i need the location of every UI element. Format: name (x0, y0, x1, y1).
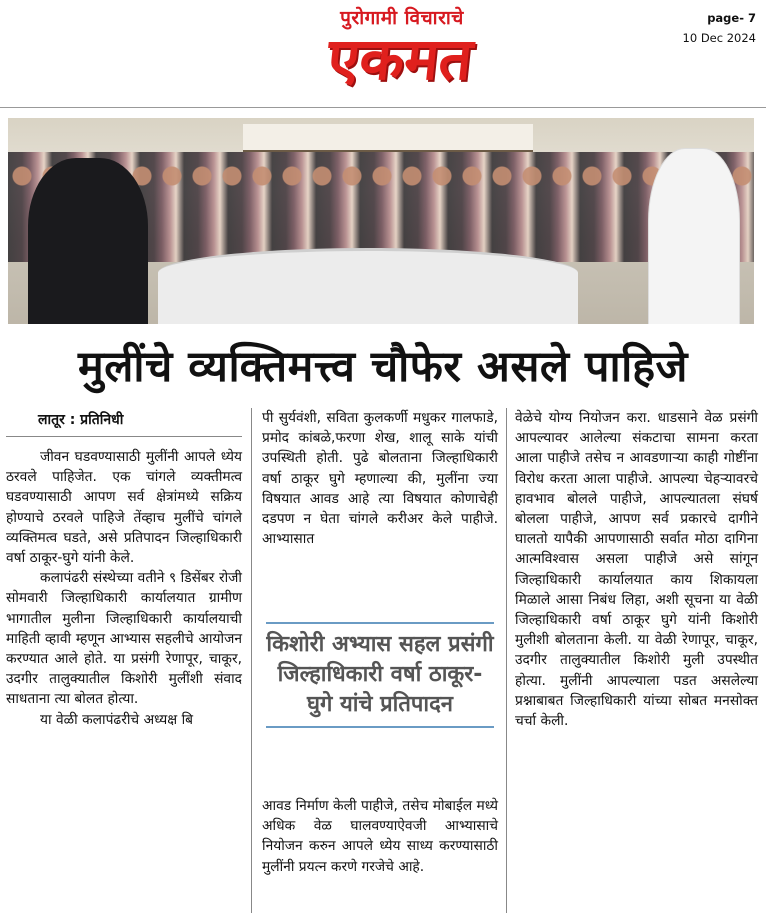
page-info (683, 8, 756, 48)
photo-wall-banner (243, 124, 533, 152)
newspaper-logo: एकमत (324, 25, 476, 93)
column-divider (251, 408, 252, 913)
article-column-2 (262, 408, 498, 549)
article-column-3 (515, 408, 758, 731)
column-divider (506, 408, 507, 913)
photo-conference-table (158, 248, 578, 324)
article-headline: मुलींचे व्यक्तिमत्त्व चौफेर असले पाहिजे (78, 342, 688, 392)
issue-date: 10 Dec 2024 (682, 31, 756, 45)
article-column-1 (6, 408, 242, 730)
article-paragraph: आवड निर्माण केली पाहीजे, तसेच मोबाईल मध्ये अधिक वेळ घालवण्याऐवजी आभ्यासाचे नियोजन करुन आपले ध्येय साध्य करण्यासाठी मुलींनी प्रयत्न करणे गरजेचे आहे. (262, 798, 498, 875)
article-column-2-continued (262, 796, 498, 877)
article-photo (8, 118, 754, 324)
article-paragraph: या वेळी कलापंढरीचे अध्यक्ष बि (40, 711, 194, 728)
masthead-tagline: पुरोगामी विचाराचे (340, 7, 464, 29)
article-paragraph: जीवन घडवण्यासाठी मुलींनी आपले ध्येय ठरवले पाहिजेत. एक चांगले व्यक्तीमत्व घडवण्यासाठी आपण सर्व क्षेत्रांमध्ये सक्रिय होण्याचे ठरवले पाहिजे तेंव्हाच मुलींचे चांगले व्यक्तिमत्व घडते, असे प्रतिपादन जिल्हाधिकारी वर्षा ठाकूर-घुगे यांनी केले. (6, 449, 242, 567)
article-dateline: लातूर : प्रतिनिधी (6, 408, 242, 437)
masthead-divider (0, 107, 766, 108)
masthead (0, 0, 766, 108)
page-number: page- 7 (707, 11, 756, 25)
article-paragraph: पी सुर्यवंशी, सविता कुलकर्णी मधुकर गालफाडे, प्रमोद कांबळे,फरणा शेख, शालू साके यांची उपस्थिती होती. पुढे बोलताना जिल्हाधिकारी वर्षा ठाकूर घुगे म्हणाल्या की, मुलींना ज्या विषयात आवड आहे त्या विषयात कोणाचेही दडपण न घेता चांगले करीअर केले पाहीजे. आभ्यासात (262, 410, 498, 548)
article-paragraph: कलापंढरी संस्थेच्या वतीने ९ डिसेंबर रोजी सोमवारी जिल्हाधिकारी कार्यालयात ग्रामीण भागातील मुलीना जिल्हाधिकारी कार्यालयाची माहिती व्हावी म्हणून आभ्यास सहलीचे आयोजन करण्यात आले होते. या प्रसंगी रेणापूर, चाकूर, उदगीर तालुक्यातील किशोरी मुलींशी संवाद साधताना त्या बोलत होत्या. (6, 570, 242, 708)
photo-foreground-person-right (648, 148, 740, 324)
pull-quote: किशोरी अभ्यास सहल प्रसंगी जिल्हाधिकारी वर्षा ठाकूर-घुगे यांचे प्रतिपादन (266, 622, 494, 728)
article-paragraph: वेळेचे योग्य नियोजन करा. धाडसाने वेळ प्रसंगी आपल्यावर आलेल्या संकटाचा सामना करता आला पाहीजे तसेच न आवडणाऱ्या काही गोष्टींना विरोध करता आला पाहीजे. आपल्या चेहऱ्यावरचे हावभाव बोलले पाहीजे, आपल्यातला संघर्ष बोलला पाहीजे, आपण सर्व प्रकारचे दागीने घालतो यापैकी आपणासाठी सर्वात मोठा दागिना आत्मविश्वास असला पाहीजे असे सांगून जिल्हाधिकारी कार्यालयात काय शिकायला मिळाले आसा निबंध लिहा, अशी सूचना या वेळी जिल्हाधिकारी वर्षा ठाकूर घुगे यांनी किशोरी मुलीशी बोलताना केली. या वेळी रेणापूर, चाकूर, उदगीर तालुक्यातील किशोरी मुली उपस्थीत होत्या. मुलींनी आपल्याला पडत असलेल्या प्रश्नाबाबत जिल्हाधिकारी यांच्या सोबत मनसोक्त चर्चा केली. (515, 410, 758, 730)
photo-foreground-person-left (28, 158, 148, 324)
